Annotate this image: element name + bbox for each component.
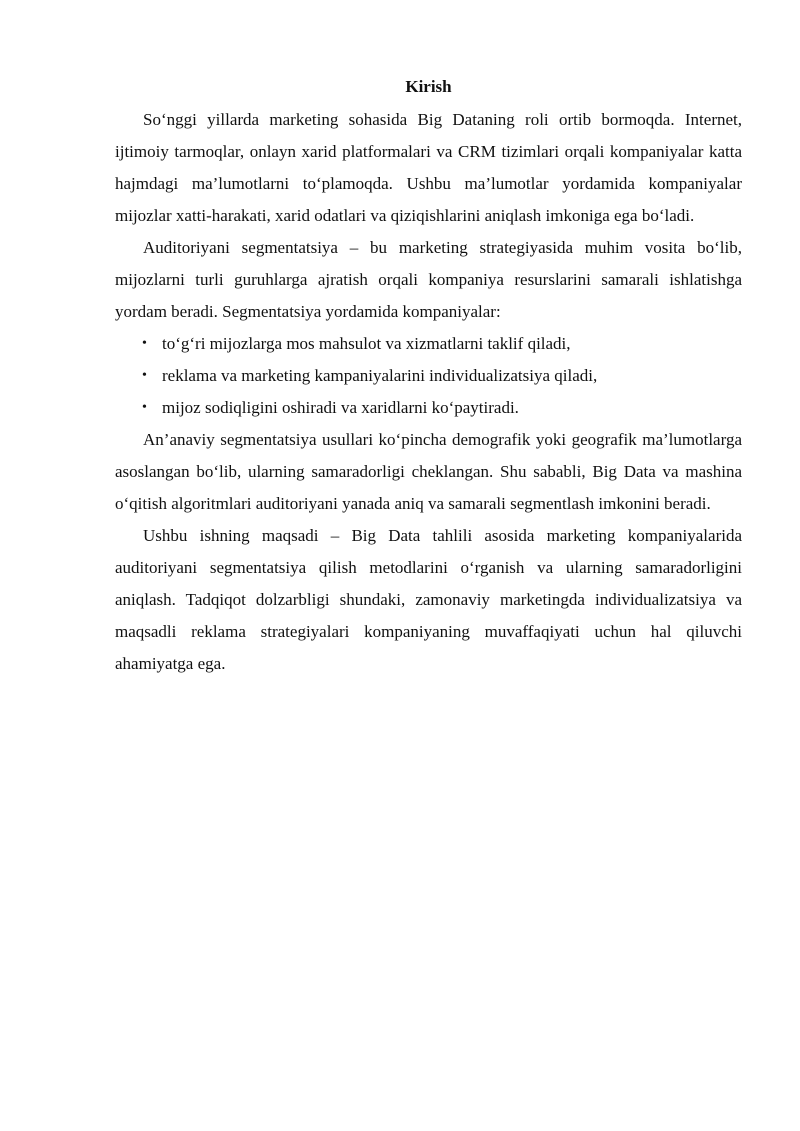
list-item-text: to‘g‘ri mijozlarga mos mahsulot va xizmatlarni taklif qiladi, <box>162 334 571 353</box>
bullet-icon: • <box>142 368 147 383</box>
bullet-icon: • <box>142 336 147 351</box>
bullet-list <box>115 328 742 424</box>
bullet-icon: • <box>142 400 147 415</box>
list-item-text: mijoz sodiqligini oshiradi va xaridlarni ko‘paytiradi. <box>162 398 519 417</box>
list-item <box>115 392 742 424</box>
list-item <box>115 328 742 360</box>
paragraph-segmentation: Auditoriyani segmentatsiya – bu marketing strategiyasida muhim vosita bo‘lib, mijozlarni turli guruhlarga ajratish orqali kompaniya resurslarini samarali ishlatishga yordam beradi. Segmentatsiya yordamida kompaniyalar: <box>115 238 742 321</box>
paragraph-traditional: An’anaviy segmentatsiya usullari ko‘pincha demografik yoki geografik ma’lumotlarga asoslangan bo‘lib, ularning samaradorligi cheklangan. Shu sababli, Big Data va mashina o‘qitish algoritmlari auditoriyani yanada aniq va samarali segmentlash imkonini beradi. <box>115 430 742 513</box>
paragraph-intro: So‘nggi yillarda marketing sohasida Big Dataning roli ortib bormoqda. Internet, ijtimoiy tarmoqlar, onlayn xarid platformalari va CRM tizimlari orqali kompaniyalar katta hajmdagi ma’lumotlarni to‘plamoqda. Ushbu ma’lumotlar yordamida kompaniyalar mijozlar xatti-harakati, xarid odatlari va qiziqishlarini aniqlash imkoniga ega bo‘ladi. <box>115 110 742 225</box>
paragraph-goal: Ushbu ishning maqsadi – Big Data tahlili asosida marketing kompaniyalarida auditoriyani segmentatsiya qilish metodlarini o‘rganish va ularning samaradorligini aniqlash. Tadqiqot dolzarbligi shundaki, zamonaviy marketingda individualizatsiya va maqsadli reklama strategiyalari kompaniyaning muvaffaqiyati uchun hal qiluvchi ahamiyatga ega. <box>115 526 742 673</box>
list-item <box>115 360 742 392</box>
document-page <box>115 76 742 680</box>
list-item-text: reklama va marketing kampaniyalarini individualizatsiya qiladi, <box>162 366 598 385</box>
page-title: Kirish <box>405 77 452 96</box>
